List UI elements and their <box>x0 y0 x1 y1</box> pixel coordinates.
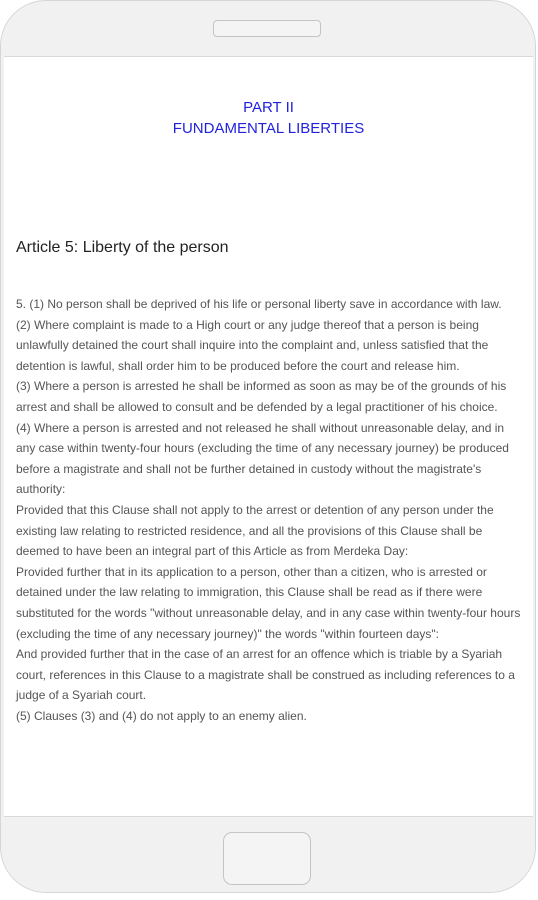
article-title: Article 5: Liberty of the person <box>16 239 229 256</box>
phone-speaker <box>213 20 321 37</box>
article-paragraph: (5) Clauses (3) and (4) do not apply to an enemy alien. <box>16 708 307 723</box>
part-number: PART II <box>243 99 294 116</box>
part-heading <box>4 97 533 139</box>
article-body <box>16 294 521 726</box>
article-paragraph: (3) Where a person is arrested he shall be informed as soon as may be of the grounds of his arrest and shall be allowed to consult and be defended by a legal practitioner of his choice. <box>16 379 507 414</box>
article-paragraph: Provided that this Clause shall not apply to the arrest or detention of any person under the existing law relating to restricted residence, and all the provisions of this Clause shall be deemed to have been an integral part of this Article as from Merdeka Day: <box>16 502 494 559</box>
article-paragraph: Provided further that in its application to a person, other than a citizen, who is arrested or detained under the law relating to immigration, this Clause shall be read as if there were substituted for the words "without unreasonable delay, and in any case within twenty-four hours (excluding the time of any necessary journey)" the words "within fourteen days": <box>16 564 521 641</box>
home-button[interactable] <box>223 832 311 885</box>
article-paragraph: (2) Where complaint is made to a High court or any judge thereof that a person is being unlawfully detained the court shall inquire into the complaint and, unless satisfied that the detention is lawful, shall order him to be produced before the court and release him. <box>16 317 489 373</box>
article-paragraph: 5. (1) No person shall be deprived of his life or personal liberty save in accordance with law. <box>16 297 502 311</box>
article-paragraph: And provided further that in the case of an arrest for an offence which is triable by a Syariah court, references in this Clause to a magistrate shall be construed as including references to a judge of a Syariah court. <box>16 647 515 703</box>
phone-screen[interactable] <box>4 56 533 817</box>
article-paragraph: (4) Where a person is arrested and not released he shall without unreasonable delay, and in any case within twenty-four hours (excluding the time of any necessary journey) be produced before a magistrate and shall not be further detained in custody without the magistrate's authority: <box>16 420 509 497</box>
part-title: FUNDAMENTAL LIBERTIES <box>172 120 365 137</box>
